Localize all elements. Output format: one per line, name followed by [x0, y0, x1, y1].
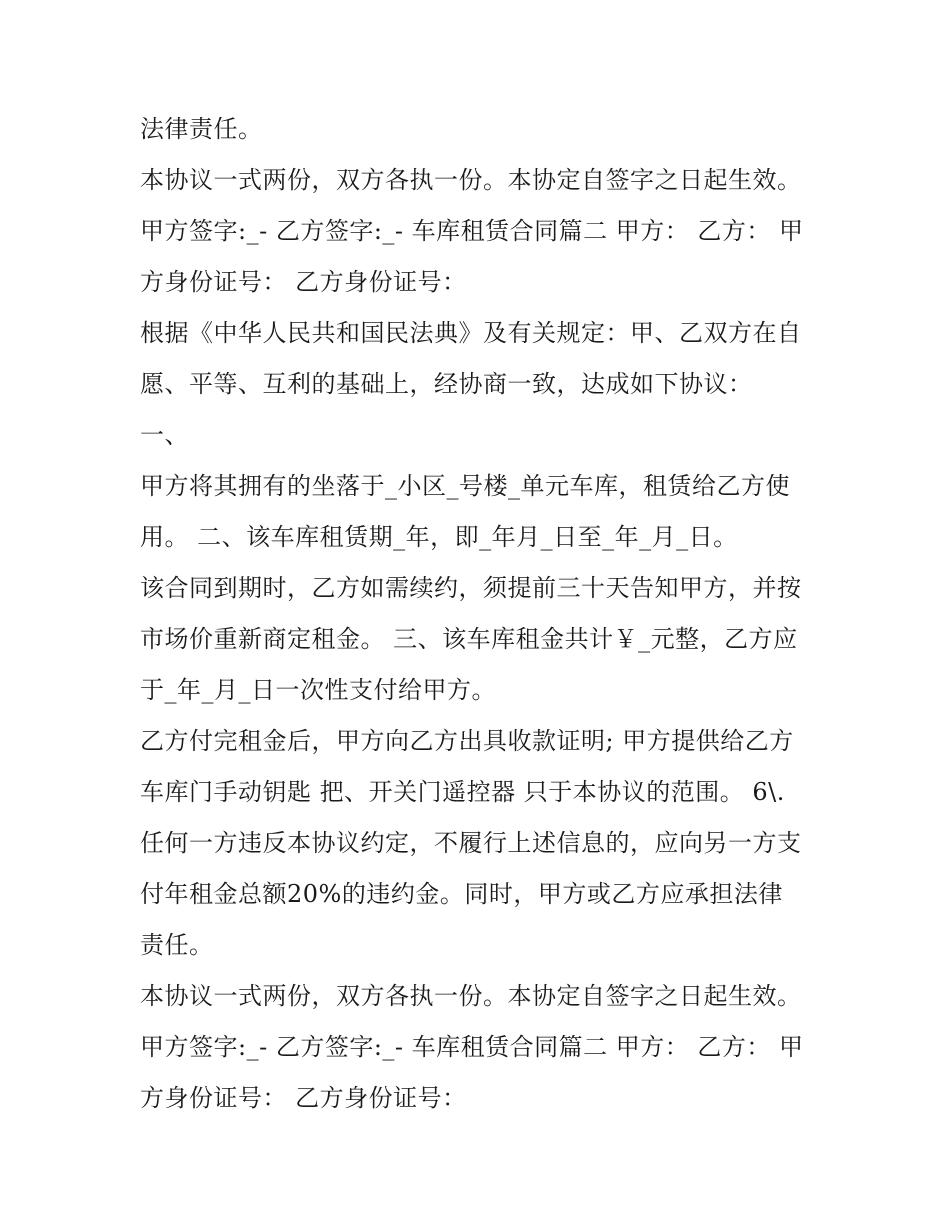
text-line: 该合同到期时，乙方如需续约，须提前三十天告知甲方，并按: [140, 574, 802, 602]
text-line: 市场价重新商定租金。 三、该车库租金共计￥_元整，乙方应: [140, 625, 798, 653]
text-line: 甲方签字:_- 乙方签字:_- 车库租赁合同篇二 甲方： 乙方： 甲: [140, 217, 804, 245]
text-line: 法律责任。: [140, 115, 263, 143]
text-line: 愿、平等、互利的基础上，经协商一致，达成如下协议：: [140, 370, 753, 398]
text-line: 甲方将其拥有的坐落于_小区_号楼_单元车库，租赁给乙方使: [140, 472, 790, 500]
text-line: 一、: [140, 421, 189, 449]
text-line: 用。 二、该车库租赁期_年，即_年月_日至_年_月_日。: [140, 523, 738, 551]
text-line: 方身份证号： 乙方身份证号：: [140, 268, 467, 296]
text-line: 本协议一式两份，双方各执一份。本协定自签字之日起生效。: [140, 982, 802, 1010]
text-line: 任何一方违反本协议约定，不履行上述信息的，应向另一方支: [140, 829, 802, 857]
text-line: 根据《中华人民共和国民法典》及有关规定：甲、乙双方在自: [140, 319, 802, 347]
text-line: 于_年_月_日一次性支付给甲方。: [140, 676, 496, 704]
text-line: 责任。: [140, 931, 214, 959]
text-line: 本协议一式两份，双方各执一份。本协定自签字之日起生效。: [140, 166, 802, 194]
text-line: 方身份证号： 乙方身份证号：: [140, 1084, 467, 1112]
text-line: 车库门手动钥匙 把、开关门遥控器 只于本协议的范围。 6\.: [140, 778, 785, 806]
text-line: 付年租金总额20%的违约金。同时，甲方或乙方应承担法律: [140, 880, 783, 908]
document-body: [140, 104, 820, 1124]
text-line: 甲方签字:_- 乙方签字:_- 车库租赁合同篇二 甲方： 乙方： 甲: [140, 1033, 804, 1061]
text-line: 乙方付完租金后，甲方向乙方出具收款证明; 甲方提供给乙方: [140, 727, 794, 755]
